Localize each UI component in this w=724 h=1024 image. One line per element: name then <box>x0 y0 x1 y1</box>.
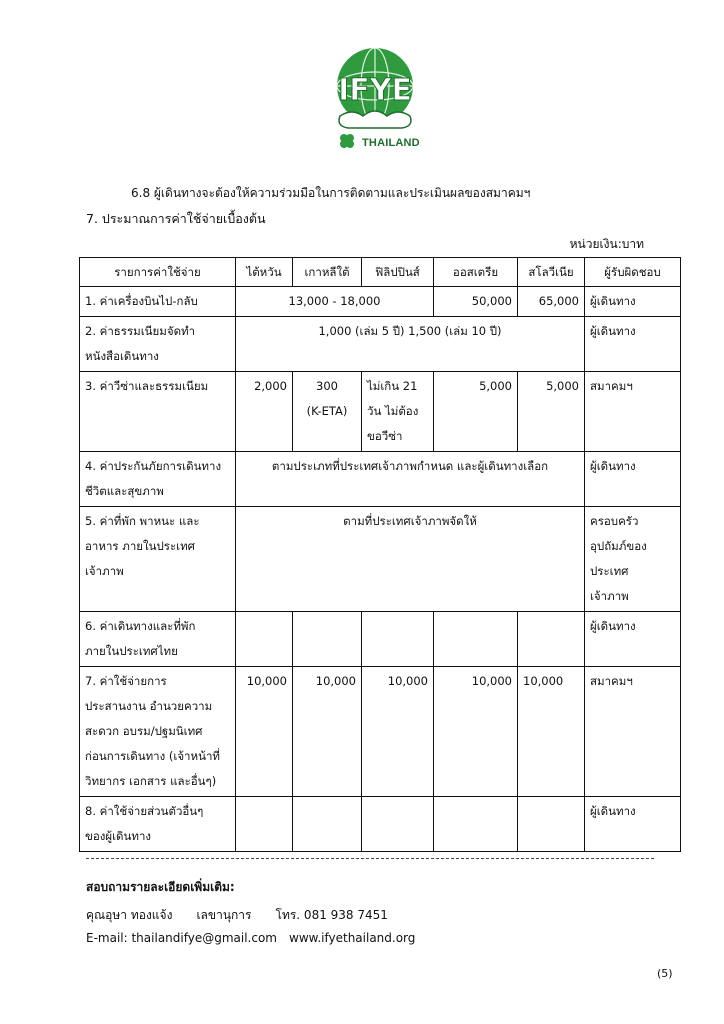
row-item: 4. ค่าประกันภัยการเดินทาง ชีวิตและสุขภาพ <box>80 452 236 507</box>
section-7-title: 7. ประมาณการค่าใช้จ่ายเบื้องต้น <box>86 211 266 226</box>
table-row <box>80 667 681 797</box>
row-item: 3. ค่าวีซ่าและธรรมเนียม <box>80 372 236 452</box>
taiwan-value: 2,000 <box>236 372 293 452</box>
empty-cell <box>518 797 585 852</box>
header-austria: ออสเตรีย <box>434 258 518 287</box>
empty-cell <box>236 797 293 852</box>
row-item: 2. ค่าธรรมเนียมจัดทำ หนังสือเดินทาง <box>80 317 236 372</box>
responsible-cell: ผู้เดินทาง <box>585 452 681 507</box>
table-row <box>80 507 681 612</box>
row-item: 5. ค่าที่พัก พาหนะ และ อาหาร ภายในประเทศ เจ้าภาพ <box>80 507 236 612</box>
page-number: (5) <box>657 967 673 980</box>
responsible-cell: ผู้เดินทาง <box>585 612 681 667</box>
condition-6-8: 6.8 ผู้เดินทางจะต้องให้ความร่วมมือในการติดตามและประเมินผลของสมาคมฯ <box>131 186 531 200</box>
table-row <box>80 797 681 852</box>
header-responsible: ผู้รับผิดชอบ <box>585 258 681 287</box>
table-row <box>80 452 681 507</box>
header-philippines: ฟิลิปปินส์ <box>362 258 434 287</box>
empty-cell <box>293 797 362 852</box>
separator-line <box>86 858 654 859</box>
svg-text:IFYE: IFYE <box>338 73 412 108</box>
table-row <box>80 317 681 372</box>
table-row <box>80 372 681 452</box>
contact-links <box>86 931 427 945</box>
merged-note: ตามประเภทที่ประเทศเจ้าภาพกำหนด และผู้เดินทางเลือก <box>236 452 585 507</box>
empty-cell <box>362 797 434 852</box>
responsible-cell: ผู้เดินทาง <box>585 797 681 852</box>
cost-table <box>79 257 681 852</box>
empty-cell <box>434 612 518 667</box>
empty-cell <box>293 612 362 667</box>
empty-cell <box>518 612 585 667</box>
korea-value: 10,000 <box>293 667 362 797</box>
contact-person <box>86 906 412 925</box>
responsible-cell: สมาคมฯ <box>585 372 681 452</box>
row-item: 8. ค่าใช้จ่ายส่วนตัวอื่นๆ ของผู้เดินทาง <box>80 797 236 852</box>
philippines-value: ไม่เกิน 21 วัน ไม่ต้อง ขอวีซ่า <box>362 372 434 452</box>
austria-value: 10,000 <box>434 667 518 797</box>
slovenia-value: 10,000 <box>518 667 585 797</box>
currency-unit: หน่วยเงิน:บาท <box>569 237 644 251</box>
austria-value: 5,000 <box>434 372 518 452</box>
row-item: 7. ค่าใช้จ่ายการ ประสานงาน อำนวยความ สะดวก อบรม/ปฐมนิเทศ ก่อนการเดินทาง (เจ้าหน้าที่ วิทยากร เอกสาร และอื่นๆ) <box>80 667 236 797</box>
header-slovenia: สโลวีเนีย <box>518 258 585 287</box>
contact-role: เลขานุการ <box>196 908 252 922</box>
table-row <box>80 612 681 667</box>
korea-value: 300 (K-ETA) <box>293 372 362 452</box>
philippines-value: 10,000 <box>362 667 434 797</box>
merged-note: 1,000 (เล่ม 5 ปี) 1,500 (เล่ม 10 ปี) <box>236 317 585 372</box>
responsible-cell: ผู้เดินทาง <box>585 317 681 372</box>
slovenia-value: 65,000 <box>518 287 585 317</box>
header-item: รายการค่าใช้จ่าย <box>80 258 236 287</box>
row-item: 6. ค่าเดินทางและที่พัก ภายในประเทศไทย <box>80 612 236 667</box>
responsible-cell: ครอบครัว อุปถัมภ์ของ ประเทศ เจ้าภาพ <box>585 507 681 612</box>
empty-cell <box>434 797 518 852</box>
empty-cell <box>362 612 434 667</box>
austria-value: 50,000 <box>434 287 518 317</box>
responsible-cell: สมาคมฯ <box>585 667 681 797</box>
responsible-cell: ผู้เดินทาง <box>585 287 681 317</box>
asia-airfare-range: 13,000 - 18,000 <box>236 287 434 317</box>
table-row <box>80 287 681 317</box>
contact-website[interactable]: www.ifyethailand.org <box>289 931 416 945</box>
merged-note: ตามที่ประเทศเจ้าภาพจัดให้ <box>236 507 585 612</box>
contact-email[interactable]: E-mail: thailandifye@gmail.com <box>86 931 277 945</box>
header-south-korea: เกาหลีใต้ <box>293 258 362 287</box>
contact-title: สอบถามรายละเอียดเพิ่มเติม: <box>86 880 235 894</box>
slovenia-value: 5,000 <box>518 372 585 452</box>
header-taiwan: ไต้หวัน <box>236 258 293 287</box>
table-header-row <box>80 258 681 287</box>
logo-caption: THAILAND <box>362 137 420 149</box>
contact-phone: โทร. 081 938 7451 <box>275 908 388 922</box>
empty-cell <box>236 612 293 667</box>
contact-name: คุณอุษา ทองแจ้ง <box>86 908 173 922</box>
row-item: 1. ค่าเครื่องบินไป-กลับ <box>80 287 236 317</box>
taiwan-value: 10,000 <box>236 667 293 797</box>
